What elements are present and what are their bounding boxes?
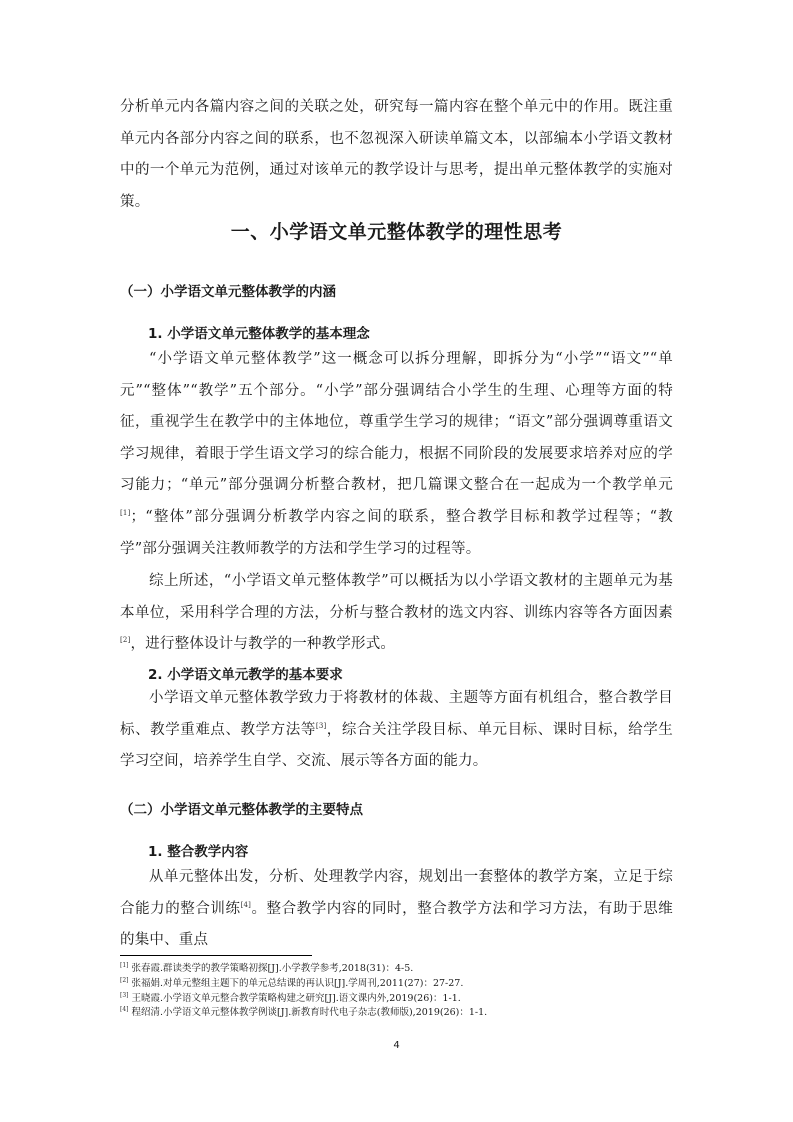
concept-paragraph: “小学语文单元整体教学”这一概念可以拆分理解，即拆分为“小学”“语文”“单元”“整体”“教学”五个部分。“小学”部分强调结合小学生的生理、心理等方面的特征，重视学生在教学中的主体地位，尊重学生学习的规律；“语文”部分强调尊重语文学习规律，着眼于学生语文学习的综合能力，根据不同阶段的发展要求培养对应的学习能力；“单元”部分强调分析整合教材，把几篇课文整合在一起成为一个教学单元[1]；“整体”部分强调分析教学内容之间的联系，整合教学目标和教学过程等；“教学”部分强调关注教师教学的方法和学生学习的过程等。 (120, 351, 673, 557)
footnote-ref-3[interactable]: [3] (315, 721, 327, 730)
summary-paragraph: 综上所述，“小学语文单元整体教学”可以概括为以小学语文教材的主题单元为基本单位，采用科学合理的方法，分析与整合教材的选文内容、训练内容等各方面因素[2]，进行整体设计与教学的一种教学形式。 (120, 573, 673, 653)
footnote-ref-2[interactable]: [2] (120, 636, 131, 645)
footnote-2: [2] 张福娟.对单元整组主题下的单元总结课的再认识[J].学周刊,2011(27)：27-27. (120, 976, 464, 989)
footnote-3: [3] 王晓霞.小学语文单元整合教学策略构建之研究[J].语文课内外,2019(26)：1-1. (120, 991, 461, 1004)
requirements-paragraph: 小学语文单元整体教学致力于将教材的体裁、主题等方面有机组合，整合教学目标、教学重难点、教学方法等[3]，综合关注学段目标、单元目标、课时目标，给学生学习空间，培养学生自学、交流、展示等各方面的能力。 (120, 690, 673, 770)
item-heading-1-2: 2. 小学语文单元教学的基本要求 (148, 667, 343, 683)
page-number: 4 (393, 1040, 400, 1051)
section-heading: 一、小学语文单元整体教学的理性思考 (230, 221, 563, 243)
footnote-ref-4[interactable]: [4] (240, 900, 252, 909)
item-heading-2-1: 1. 整合教学内容 (148, 844, 249, 860)
subsection-heading-1: （一）小学语文单元整体教学的内涵 (120, 284, 336, 300)
integration-paragraph: 从单元整体出发，分析、处理教学内容，规划出一套整体的教学方案，立足于综合能力的整合训练[4]。整合教学内容的同时，整合教学方法和学习方法，有助于思维的集中、重点 (120, 869, 673, 949)
footnotes (120, 962, 680, 1021)
footnote-divider (120, 955, 312, 956)
subsection-heading-2: （二）小学语文单元整体教学的主要特点 (120, 802, 363, 818)
footnote-4: [4] 程绍清.小学语文单元整体教学例谈[J].新教育时代电子杂志(教师版),2019(26)：1-1. (120, 1006, 488, 1019)
item-heading-1-1: 1. 小学语文单元整体教学的基本理念 (148, 326, 370, 342)
footnote-1: [1] 张春霞.群读类学的教学策略初探[J].小学教学参考,2018(31)：4-5. (120, 962, 414, 974)
footnote-ref-1[interactable]: [1] (120, 508, 131, 517)
intro-paragraph: 分析单元内各篇内容之间的关联之处，研究每一篇内容在整个单元中的作用。既注重单元内各部分内容之间的联系，也不忽视深入研读单篇文本，以部编本小学语文教材中的一个单元为范例，通过对该单元的教学设计与思考，提出单元整体教学的实施对策。 (120, 99, 673, 210)
